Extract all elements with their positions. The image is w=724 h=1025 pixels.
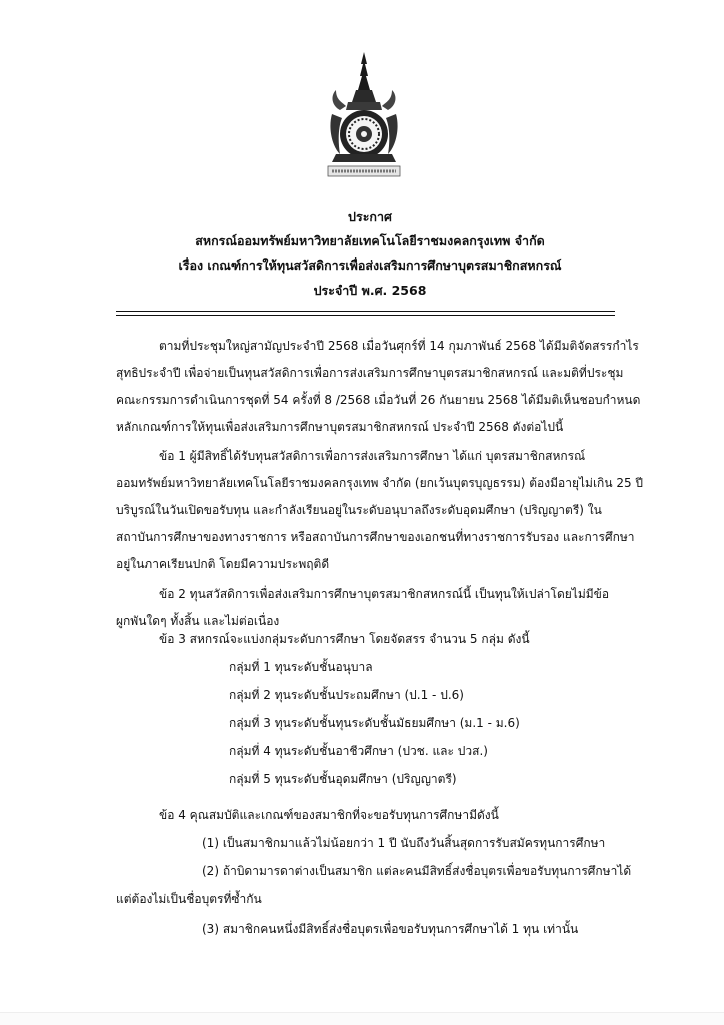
intro-line: สุทธิประจำปี เพื่อจ่ายเป็นทุนสวัสดิการเพื่อการส่งเสริมการศึกษาบุตรสมาชิกสหกรณ์ และมติที่ประชุม: [116, 366, 624, 380]
announcement-subject: เรื่อง เกณฑ์การให้ทุนสวัสดิการเพื่อส่งเสริมการศึกษาบุตรสมาชิกสหกรณ์: [178, 258, 562, 273]
clause-4-item-2: (2) ถ้าบิดามารดาต่างเป็นสมาชิก แต่ละคนมีสิทธิ์ส่งชื่อบุตรเพื่อขอรับทุนการศึกษาได้: [202, 864, 632, 878]
scan-bottom-edge: [0, 1012, 724, 1025]
education-group-4: กลุ่มที่ 4 ทุนระดับชั้นอาชีวศึกษา (ปวช. และ ปวส.): [229, 744, 488, 758]
clause-4-item-1: (1) เป็นสมาชิกมาแล้วไม่น้อยกว่า 1 ปี นับถึงวันสิ้นสุดการรับสมัครทุนการศึกษา: [202, 836, 606, 850]
header-divider-top: [116, 311, 615, 312]
education-group-5: กลุ่มที่ 5 ทุนระดับชั้นอุดมศึกษา (ปริญญาตรี): [229, 772, 457, 786]
clause-1-line: อยู่ในภาคเรียนปกติ โดยมีความประพฤติดี: [116, 557, 330, 571]
clause-1-line: บริบูรณ์ในวันเปิดขอรับทุน และกำลังเรียนอยู่ในระดับอนุบาลถึงระดับอุดมศึกษา (ปริญญาตรี) ใน: [116, 503, 602, 517]
header-divider-bottom: [116, 315, 615, 316]
education-group-3: กลุ่มที่ 3 ทุนระดับชั้นทุนระดับชั้นมัธยมศึกษา (ม.1 - ม.6): [229, 716, 520, 730]
announcement-heading: ประกาศ: [348, 209, 392, 224]
education-group-1: กลุ่มที่ 1 ทุนระดับชั้นอนุบาล: [229, 660, 373, 674]
announcement-year: ประจำปี พ.ศ. 2568: [313, 283, 427, 298]
clause-1-line: ออมทรัพย์มหาวิทยาลัยเทคโนโลยีราชมงคลกรุงเทพ จำกัด (ยกเว้นบุตรบุญธรรม) ต้องมีอายุไม่เกิน 25 ปี: [116, 476, 644, 490]
intro-line: หลักเกณฑ์การให้ทุนเพื่อส่งเสริมการศึกษาบุตรสมาชิกสหกรณ์ ประจำปี 2568 ดังต่อไปนี้: [116, 420, 564, 434]
clause-2-line: ผูกพันใดๆ ทั้งสิ้น และไม่ต่อเนื่อง: [116, 614, 280, 628]
intro-line: ตามที่ประชุมใหญ่สามัญประจำปี 2568 เมื่อวันศุกร์ที่ 14 กุมภาพันธ์ 2568 ได้มีมติจัดสรรกำไร: [159, 339, 639, 353]
cooperative-name: สหกรณ์ออมทรัพย์มหาวิทยาลัยเทคโนโลยีราชมงคลกรุงเทพ จำกัด: [195, 233, 545, 248]
clause-3-title: ข้อ 3 สหกรณ์จะแบ่งกลุ่มระดับการศึกษา โดยจัดสรร จำนวน 5 กลุ่ม ดังนี้: [159, 632, 530, 646]
clause-4-item-2-cont: แต่ต้องไม่เป็นชื่อบุตรที่ซ้ำกัน: [116, 892, 262, 906]
clause-2-line: ข้อ 2 ทุนสวัสดิการเพื่อส่งเสริมการศึกษาบุตรสมาชิกสหกรณ์นี้ เป็นทุนให้เปล่าโดยไม่มีข้อ: [159, 587, 610, 601]
clause-1-line: ข้อ 1 ผู้มีสิทธิ์ได้รับทุนสวัสดิการเพื่อการส่งเสริมการศึกษา ได้แก่ บุตรสมาชิกสหกรณ์: [159, 449, 586, 463]
intro-line: คณะกรรมการดำเนินการชุดที่ 54 ครั้งที่ 8 /2568 เมื่อวันที่ 26 กันยายน 2568 ได้มีมติเห็นชอบกำหนด: [116, 393, 641, 407]
university-seal-logo: [326, 50, 402, 182]
education-group-2: กลุ่มที่ 2 ทุนระดับชั้นประถมศึกษา (ป.1 - ป.6): [229, 688, 464, 702]
clause-4-item-3: (3) สมาชิกคนหนึ่งมีสิทธิ์ส่งชื่อบุตรเพื่อขอรับทุนการศึกษาได้ 1 ทุน เท่านั้น: [202, 922, 579, 936]
clause-4-title: ข้อ 4 คุณสมบัติและเกณฑ์ของสมาชิกที่จะขอรับทุนการศึกษามีดังนี้: [159, 808, 499, 822]
clause-1-line: สถาบันการศึกษาของทางราชการ หรือสถาบันการศึกษาของเอกชนที่ทางราชการรับรอง และการศึกษา: [116, 530, 635, 544]
